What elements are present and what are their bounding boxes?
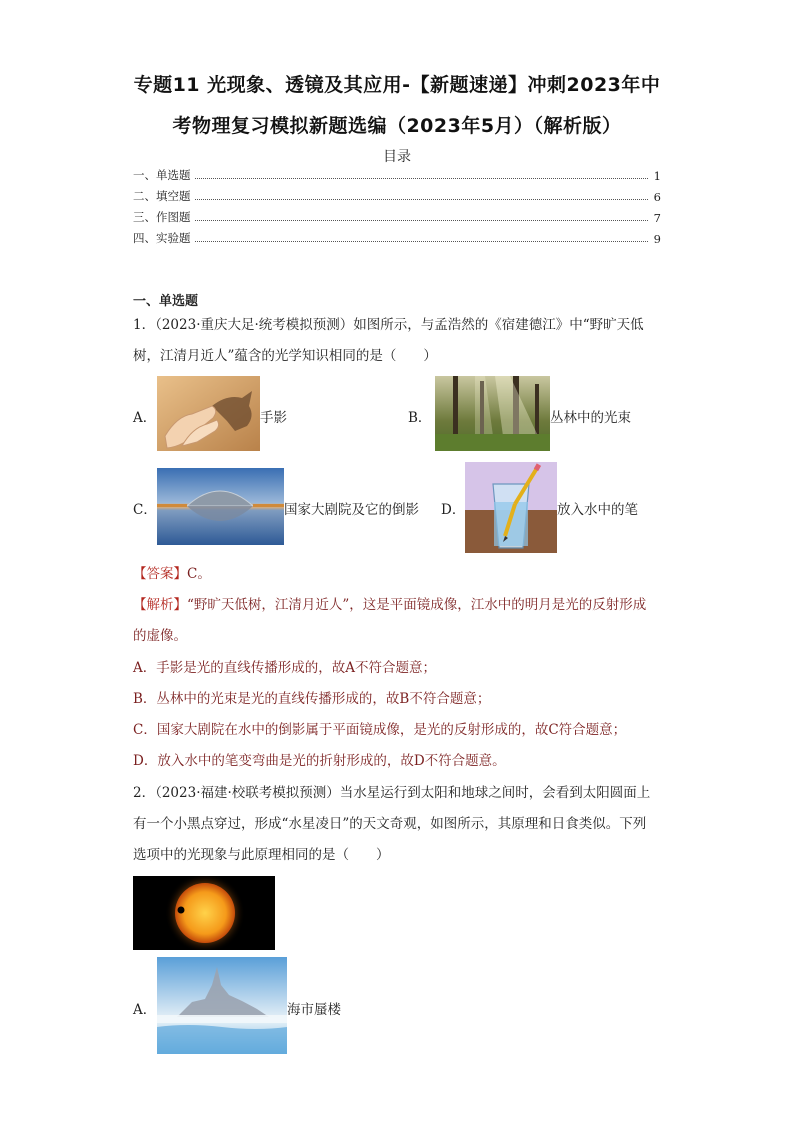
grand-theater-image [157, 468, 284, 545]
option-a-text: 手影 [260, 410, 287, 426]
toc-item-label: 三、作图题 [133, 210, 191, 224]
toc-item-label: 四、实验题 [133, 231, 191, 245]
analysis-option-b: B．丛林中的光束是光的直线传播形成的，故B不符合题意； [133, 691, 491, 707]
toc-item-page: 1 [653, 169, 661, 183]
toc-item[interactable] [133, 184, 661, 204]
hand-shadow-image [157, 376, 260, 451]
toc-item[interactable] [133, 226, 661, 246]
question-2-line-2: 有一个小黑点穿过，形成“水星凌日”的天文奇观，如图所示，其原理和日食类似。下列 [133, 816, 647, 832]
q2-option-a-text: 海市蜃楼 [287, 1002, 341, 1018]
analysis-option-d: D．放入水中的笔变弯曲是光的折射形成的，故D不符合题意。 [133, 753, 506, 769]
option-b-text: 丛林中的光束 [550, 410, 631, 426]
toc-leader [195, 199, 648, 200]
option-b-letter: B． [408, 410, 432, 426]
page-title-line-2: 考物理复习模拟新题选编（2023年5月）（解析版） [172, 115, 622, 137]
toc-item-page: 7 [653, 211, 661, 225]
toc-leader [195, 178, 648, 179]
option-a-letter: A． [133, 410, 157, 426]
question-2-line-3: 选项中的光现象与此原理相同的是（ ） [133, 847, 390, 863]
analysis-text: “野旷天低树，江清月近人”，这是平面镜成像，江水中的明月是光的反射形成 [187, 597, 647, 613]
analysis-line-1 [133, 590, 673, 621]
mercury-transit-image [133, 876, 275, 950]
toc-leader [195, 220, 648, 221]
toc-item[interactable] [133, 163, 661, 183]
q2-option-a-letter: A． [133, 1002, 157, 1018]
toc-item-label: 二、填空题 [133, 189, 191, 203]
toc-item-page: 6 [653, 190, 661, 204]
analysis-tag: 【解析】 [133, 597, 187, 613]
question-1-line-1: 1．（2023·重庆大足·统考模拟预测）如图所示，与孟浩然的《宿建德江》中“野旷天低 [133, 317, 644, 333]
answer-tag: 【答案】 [133, 566, 187, 582]
option-d-letter: D． [441, 502, 466, 518]
option-c-letter: C． [133, 502, 157, 518]
option-d-text: 放入水中的笔 [557, 502, 638, 518]
toc-leader [195, 241, 648, 242]
page-title-line-1: 专题11 光现象、透镜及其应用-【新题速递】冲刺2023年中 [133, 74, 661, 96]
forest-light-image [435, 376, 550, 451]
mirage-image [157, 957, 287, 1054]
question-2-line-1: 2．（2023·福建·校联考模拟预测）当水星运行到太阳和地球之间时，会看到太阳圆面上 [133, 785, 651, 801]
answer-value: C。 [187, 566, 211, 582]
answer-line [133, 559, 673, 590]
analysis-option-a: A．手影是光的直线传播形成的，故A不符合题意； [133, 660, 436, 676]
question-1-line-2: 树，江清月近人”蕴含的光学知识相同的是（ ） [133, 348, 437, 364]
analysis-line-2: 的虚像。 [133, 628, 187, 644]
toc-item[interactable] [133, 205, 661, 225]
toc-heading: 目录 [383, 149, 411, 165]
toc-item-page: 9 [653, 232, 661, 246]
pencil-in-water-image [465, 462, 557, 553]
option-c-text: 国家大剧院及它的倒影 [284, 502, 419, 518]
analysis-option-c: C．国家大剧院在水中的倒影属于平面镜成像，是光的反射形成的，故C符合题意； [133, 722, 627, 738]
section-heading: 一、单选题 [133, 294, 199, 309]
toc-item-label: 一、单选题 [133, 168, 191, 182]
